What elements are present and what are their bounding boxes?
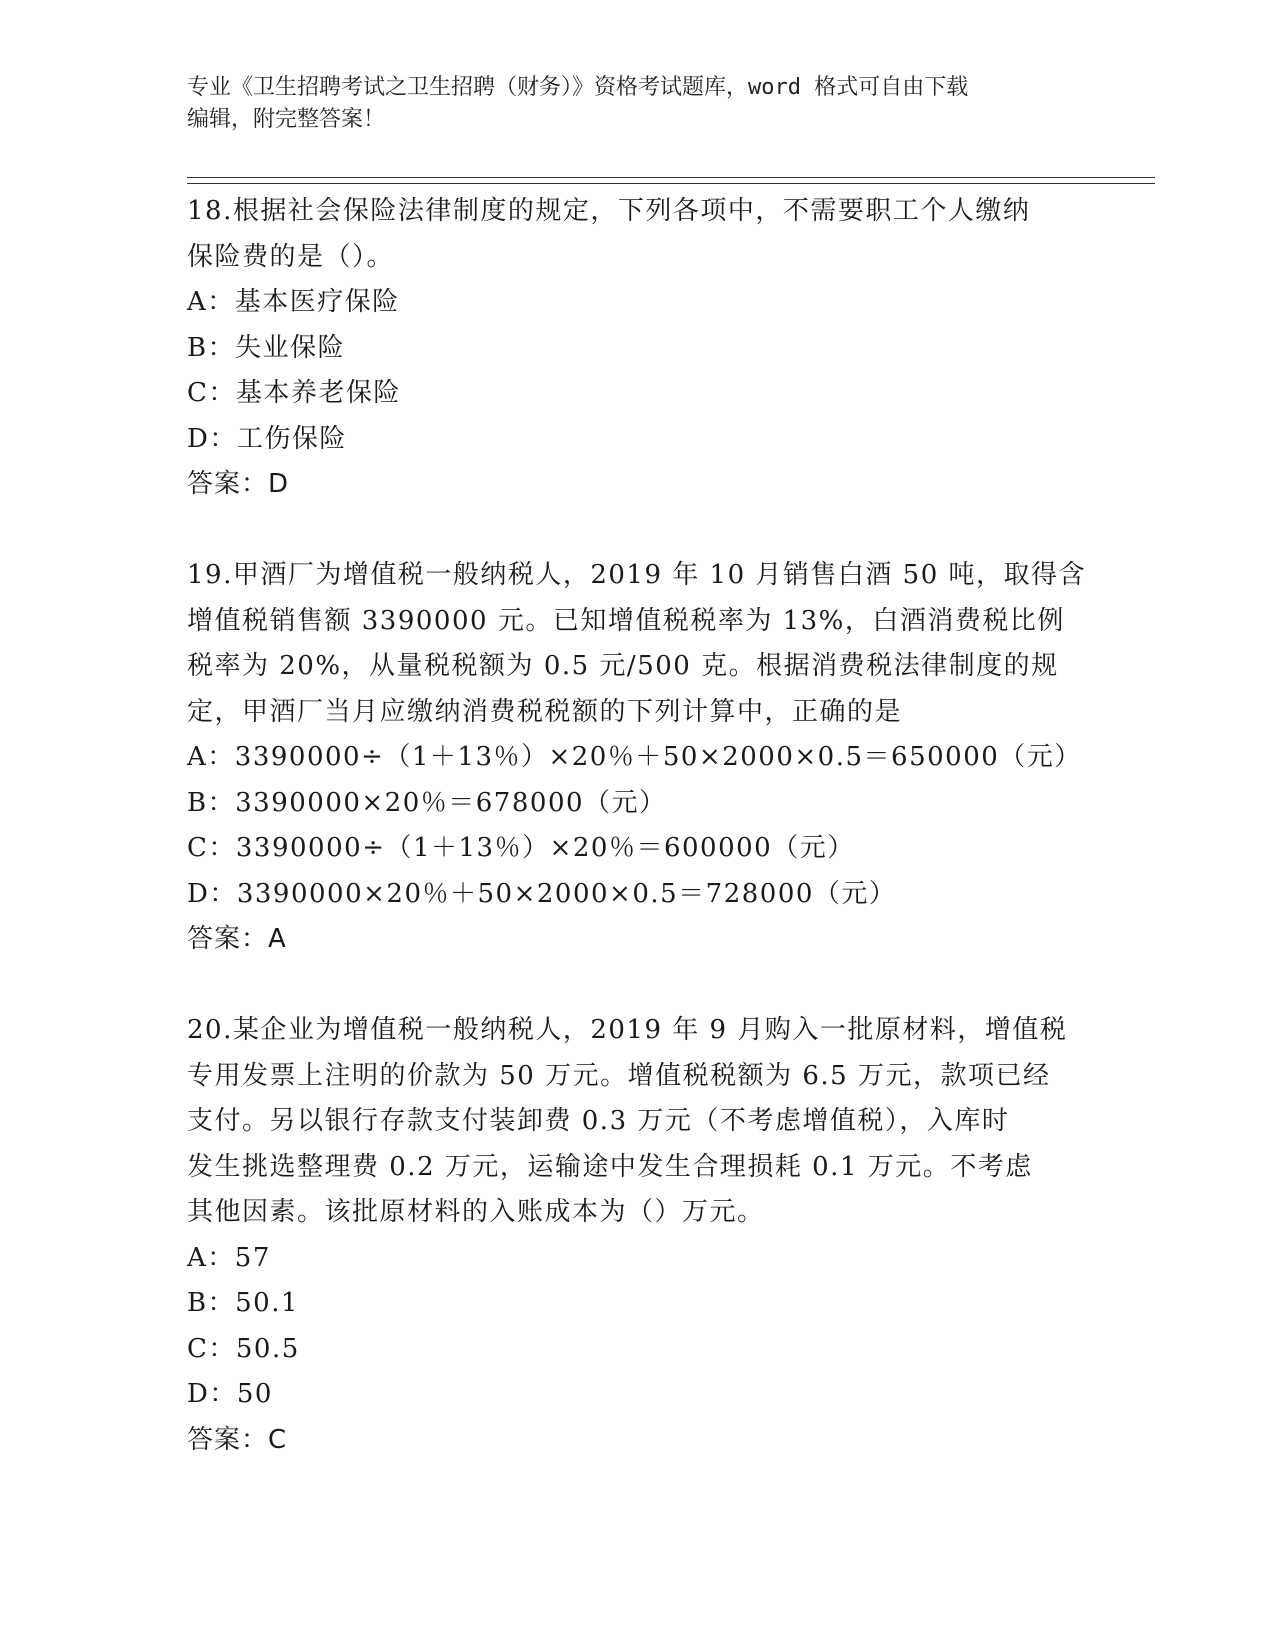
question-20 [187, 1008, 1087, 1463]
header-divider [187, 177, 1155, 178]
option-b: B：失业保险 [187, 332, 346, 363]
question-text-line: 保险费的是（）。 [187, 241, 395, 272]
question-text-line: 18.根据社会保险法律制度的规定，下列各项中，不需要职工个人缴纳 [187, 196, 1031, 226]
question-text-line: 支付。另以银行存款支付装卸费 0.3 万元（不考虑增值税），入库时 [187, 1106, 1010, 1136]
header-line: 专业《卫生招聘考试之卫生招聘（财务）》资格考试题库，word 格式可自由下载 [187, 75, 969, 100]
answer-label: 答案：C [187, 1424, 288, 1455]
question-text-line: 19.甲酒厂为增值税一般纳税人，2019 年 10 月销售白酒 50 吨，取得含 [187, 560, 1087, 590]
question-text-line: 增值税销售额 3390000 元。已知增值税税率为 13%，白酒消费税比例 [187, 605, 1065, 636]
option-a: A：基本医疗保险 [187, 287, 400, 317]
option-c: C：3390000÷（1＋13％）×20％＝600000（元） [187, 833, 855, 863]
answer-label: 答案：A [187, 924, 287, 954]
question-text-line: 税率为 20%，从量税税额为 0.5 元/500 克。根据消费税法律制度的规 [187, 651, 1059, 681]
question-19 [187, 553, 1087, 963]
question-text-line: 发生挑选整理费 0.2 万元，运输途中发生合理损耗 0.1 万元。不考虑 [187, 1151, 1033, 1182]
question-text-line: 其他因素。该批原材料的入账成本为（）万元。 [187, 1197, 765, 1227]
question-text-line: 20.某企业为增值税一般纳税人，2019 年 9 月购入一批原材料，增值税 [187, 1015, 1068, 1045]
option-d: D：工伤保险 [187, 423, 347, 454]
document-header [187, 72, 1067, 136]
question-18 [187, 189, 1087, 508]
answer-label: 答案：D [187, 469, 290, 499]
question-text-line: 专用发票上注明的价款为 50 万元。增值税税额为 6.5 万元，款项已经 [187, 1060, 1051, 1091]
option-d: D：50 [187, 1379, 273, 1409]
header-line: 编辑，附完整答案！ [187, 107, 386, 132]
option-a: A：57 [187, 1242, 271, 1273]
option-b: B：50.1 [187, 1288, 299, 1318]
option-c: C：基本养老保险 [187, 378, 401, 408]
option-a: A：3390000÷（1＋13％）×20％＋50×2000×0.5＝650000（元） [187, 742, 1082, 772]
option-d: D：3390000×20％＋50×2000×0.5＝728000（元） [187, 878, 897, 909]
option-b: B：3390000×20％＝678000（元） [187, 787, 667, 818]
option-c: C：50.5 [187, 1333, 300, 1364]
header-divider [187, 183, 1155, 184]
question-text-line: 定，甲酒厂当月应缴纳消费税税额的下列计算中，正确的是 [187, 696, 903, 727]
